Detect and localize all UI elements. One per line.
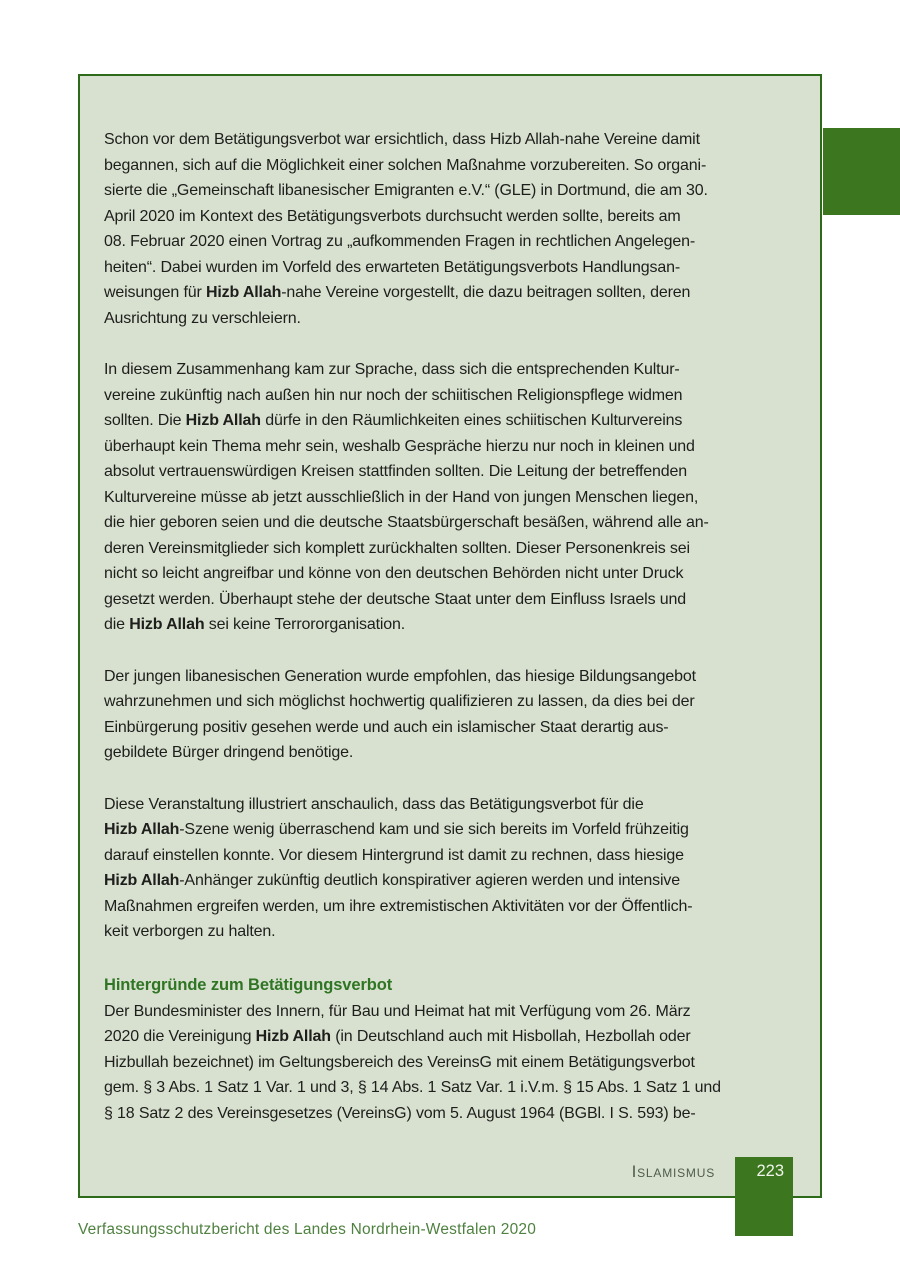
page-number: 223 (756, 1162, 784, 1180)
text-line: Ausrichtung zu verschleiern. (104, 309, 301, 327)
text-line: heiten“. Dabei wurden im Vorfeld des erwarteten Betätigungsverbots Handlungsan- (104, 258, 681, 276)
text-line: die hier geboren seien und die deutsche Staatsbürgerschaft besäßen, während alle an- (104, 514, 709, 531)
report-footer: Verfassungsschutzbericht des Landes Nordrhein-Westfalen 2020 (78, 1221, 537, 1238)
text-line: Maßnahmen ergreifen werden, um ihre extremistischen Aktivitäten vor der Öffentlich- (104, 897, 693, 915)
text-line: weisungen für Hizb Allah-nahe Vereine vorgestellt, die dazu beitragen sollten, deren (104, 284, 691, 301)
text-line: Kulturvereine müsse ab jetzt ausschließlich in der Hand von jungen Menschen liegen, (104, 488, 699, 506)
text-line: Hizb Allah-Anhänger zukünftig deutlich konspirativer agieren werden und intensive (104, 872, 681, 889)
text-line: gebildete Bürger dringend benötige. (104, 744, 354, 761)
text-line: wahrzunehmen und sich möglichst hochwertig qualifizieren zu lassen, da dies bei der (104, 693, 695, 710)
text-line: überhaupt kein Thema mehr sein, weshalb Gespräche hierzu nur noch in kleinen und (104, 437, 695, 455)
text-line: sollten. Die Hizb Allah dürfe in den Räumlichkeiten eines schiitischen Kulturvereins (104, 412, 683, 429)
text-line: Diese Veranstaltung illustriert anschaulich, dass das Betätigungsverbot für die (104, 795, 644, 813)
text-line: sierte die „Gemeinschaft libanesischer Emigranten e.V.“ (GLE) in Dortmund, die am 30. (104, 182, 708, 199)
text-line: 08. Februar 2020 einen Vortrag zu „aufkommenden Fragen in rechtlichen Angelegen- (104, 233, 696, 250)
text-line: absolut vertrauenswürdigen Kreisen stattfinden sollten. Die Leitung der betreffenden (104, 463, 688, 480)
text-line: deren Vereinsmitglieder sich komplett zurückhalten sollten. Dieser Personenkreis sei (104, 539, 690, 557)
text-line: Schon vor dem Betätigungsverbot war ersichtlich, dass Hizb Allah-nahe Vereine damit (104, 131, 700, 148)
body-text (104, 127, 793, 1152)
text-line: gesetzt werden. Überhaupt stehe der deutsche Staat unter dem Einfluss Israels und (104, 590, 686, 608)
text-line: vereine zukünftig nach außen hin nur noch der schiitischen Religionspflege widmen (104, 386, 683, 404)
paragraph (104, 357, 793, 638)
text-line: keit verborgen zu halten. (104, 923, 276, 940)
paragraph (104, 127, 793, 331)
text-line: § 18 Satz 2 des Vereinsgesetzes (VereinsG) vom 5. August 1964 (BGBl. I S. 593) be- (104, 1104, 696, 1122)
section-label: Islamismus (631, 1162, 715, 1181)
text-line: die Hizb Allah sei keine Terrororganisation. (104, 616, 406, 633)
text-line: 2020 die Vereinigung Hizb Allah (in Deutschland auch mit Hisbollah, Hezbollah oder (104, 1028, 691, 1045)
paragraph (104, 664, 793, 766)
text-line: April 2020 im Kontext des Betätigungsverbots durchsucht werden sollte, bereits am (104, 207, 681, 225)
text-line: Der Bundesminister des Innern, für Bau und Heimat hat mit Verfügung vom 26. März (104, 1002, 691, 1020)
text-line: Hizb Allah-Szene wenig überraschend kam und sie sich bereits im Vorfeld frühzeitig (104, 821, 689, 838)
chapter-tab (823, 128, 900, 215)
section-heading: Hintergründe zum Betätigungsverbot (104, 975, 393, 994)
text-line: begannen, sich auf die Möglichkeit einer solchen Maßnahme vorzubereiten. So organi- (104, 156, 707, 174)
page-number-box (735, 1157, 793, 1236)
text-line: Der jungen libanesischen Generation wurde empfohlen, das hiesige Bildungsangebot (104, 667, 696, 685)
text-line: nicht so leicht angreifbar und könne von den deutschen Behörden nicht unter Druck (104, 565, 684, 582)
text-line: Einbürgerung positiv gesehen werde und auch ein islamischer Staat derartig aus- (104, 718, 669, 736)
content-box (78, 74, 822, 1198)
paragraph (104, 999, 793, 1127)
text-line: In diesem Zusammenhang kam zur Sprache, dass sich die entsprechenden Kultur- (104, 361, 680, 378)
paragraph (104, 792, 793, 945)
text-line: Hizbullah bezeichnet) im Geltungsbereich des VereinsG mit einem Betätigungsverbot (104, 1053, 695, 1071)
text-line: gem. § 3 Abs. 1 Satz 1 Var. 1 und 3, § 14 Abs. 1 Satz Var. 1 i.V.m. § 15 Abs. 1 Satz 1 und (104, 1079, 721, 1096)
text-line: darauf einstellen konnte. Vor diesem Hintergrund ist damit zu rechnen, dass hiesige (104, 846, 684, 864)
